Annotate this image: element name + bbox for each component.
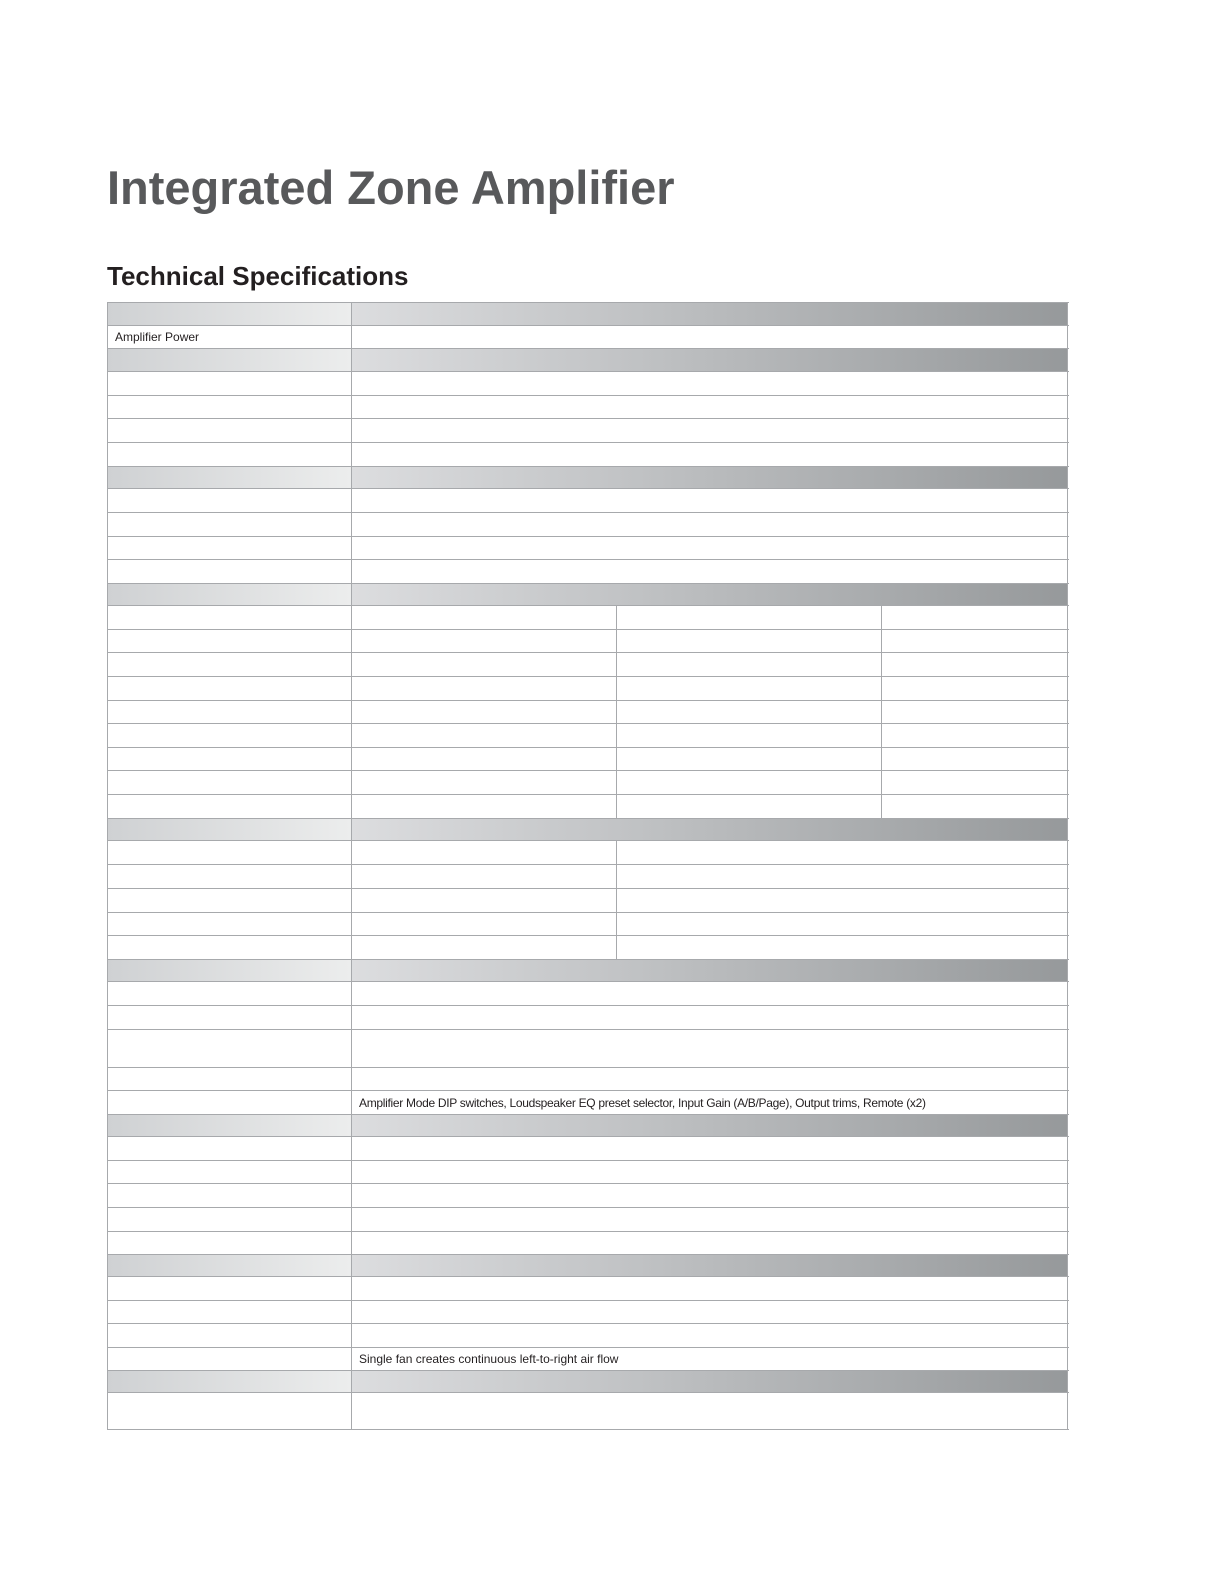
spec-label xyxy=(108,372,352,395)
section-header-row xyxy=(108,1255,1069,1277)
spec-value-col-1 xyxy=(352,677,617,700)
spec-value xyxy=(352,1137,1068,1160)
spec-label xyxy=(108,748,352,770)
spec-label xyxy=(108,606,352,629)
spec-value-cooling: Single fan creates continuous left-to-right air flow xyxy=(352,1348,1068,1370)
spec-value-col-3 xyxy=(882,724,1068,747)
spec-row xyxy=(108,724,1069,748)
spec-value xyxy=(352,1161,1068,1183)
spec-label xyxy=(108,865,352,888)
spec-label xyxy=(108,841,352,864)
spec-row xyxy=(108,913,1069,936)
spec-label xyxy=(108,795,352,818)
spec-row xyxy=(108,396,1069,419)
header-value-cell xyxy=(352,1371,1068,1392)
spec-label xyxy=(108,419,352,442)
spec-label xyxy=(108,1137,352,1160)
spec-label xyxy=(108,1006,352,1029)
spec-value-col-2 xyxy=(617,841,1068,864)
spec-row xyxy=(108,841,1069,865)
spec-value-col-1 xyxy=(352,913,617,935)
spec-value-col-2 xyxy=(617,771,882,794)
spec-value-col-3 xyxy=(882,748,1068,770)
header-value-cell xyxy=(352,1115,1068,1136)
spec-row xyxy=(108,1348,1069,1371)
spec-value xyxy=(352,326,1068,348)
spec-value-col-1 xyxy=(352,701,617,723)
spec-row xyxy=(108,1324,1069,1348)
spec-value xyxy=(352,419,1068,442)
spec-value xyxy=(352,1277,1068,1300)
section-title: Technical Specifications xyxy=(107,261,409,291)
spec-label xyxy=(108,1208,352,1231)
spec-value-col-2 xyxy=(617,936,1068,959)
spec-row xyxy=(108,1006,1069,1030)
spec-label xyxy=(108,537,352,559)
spec-row xyxy=(108,748,1069,771)
spec-value-col-1 xyxy=(352,936,617,959)
spec-row xyxy=(108,795,1069,819)
spec-label xyxy=(108,443,352,466)
spec-label xyxy=(108,630,352,652)
spec-label xyxy=(108,560,352,583)
spec-value-col-3 xyxy=(882,795,1068,818)
spec-row xyxy=(108,1301,1069,1324)
header-label-cell xyxy=(108,467,352,488)
spec-value xyxy=(352,372,1068,395)
spec-value-col-2 xyxy=(617,724,882,747)
spec-label xyxy=(108,1301,352,1323)
spec-value xyxy=(352,537,1068,559)
spec-value xyxy=(352,1324,1068,1347)
header-label-cell xyxy=(108,1255,352,1276)
spec-value-col-2 xyxy=(617,795,882,818)
spec-value-col-3 xyxy=(882,677,1068,700)
spec-value-col-2 xyxy=(617,630,882,652)
spec-row xyxy=(108,372,1069,396)
spec-value-col-3 xyxy=(882,701,1068,723)
spec-value-col-1 xyxy=(352,630,617,652)
spec-label xyxy=(108,653,352,676)
spec-value-col-1 xyxy=(352,865,617,888)
spec-value xyxy=(352,396,1068,418)
spec-row xyxy=(108,1208,1069,1232)
spec-row xyxy=(108,537,1069,560)
header-value-cell xyxy=(352,467,1068,488)
spec-label xyxy=(108,513,352,536)
spec-value xyxy=(352,489,1068,512)
spec-value-col-1 xyxy=(352,889,617,912)
spec-value-col-3 xyxy=(882,771,1068,794)
spec-row xyxy=(108,419,1069,443)
header-value-cell xyxy=(352,819,1068,840)
header-label-cell xyxy=(108,1371,352,1392)
spec-row xyxy=(108,1068,1069,1091)
spec-label xyxy=(108,936,352,959)
spec-label-amplifier-power: Amplifier Power xyxy=(108,326,352,348)
spec-value-col-1 xyxy=(352,841,617,864)
spec-row xyxy=(108,701,1069,724)
spec-row xyxy=(108,630,1069,653)
spec-value-col-3 xyxy=(882,606,1068,629)
spec-label xyxy=(108,913,352,935)
spec-row xyxy=(108,889,1069,913)
spec-value-col-2 xyxy=(617,606,882,629)
spec-value xyxy=(352,513,1068,536)
spec-row xyxy=(108,982,1069,1006)
spec-value-controls: Amplifier Mode DIP switches, Loudspeaker EQ preset selector, Input Gain (A/B/Page), Output trims, Remote (x2) xyxy=(352,1091,1068,1114)
spec-row xyxy=(108,513,1069,537)
spec-label xyxy=(108,396,352,418)
section-header-row xyxy=(108,1371,1069,1393)
spec-label xyxy=(108,489,352,512)
spec-label xyxy=(108,1232,352,1254)
section-header-row xyxy=(108,584,1069,606)
spec-label xyxy=(108,982,352,1005)
spec-row xyxy=(108,936,1069,960)
spec-label xyxy=(108,1068,352,1090)
spec-row xyxy=(108,653,1069,677)
header-value-cell xyxy=(352,1255,1068,1276)
spec-label xyxy=(108,1348,352,1370)
section-header-row xyxy=(108,303,1069,326)
spec-value xyxy=(352,1030,1068,1067)
spec-label xyxy=(108,677,352,700)
page-title: Integrated Zone Amplifier xyxy=(107,161,675,214)
section-header-row xyxy=(108,960,1069,982)
spec-value-col-1 xyxy=(352,771,617,794)
section-header-row xyxy=(108,819,1069,841)
spec-value xyxy=(352,1393,1068,1429)
spec-label xyxy=(108,1277,352,1300)
spec-label xyxy=(108,1184,352,1207)
spec-value-col-2 xyxy=(617,865,1068,888)
section-header-row xyxy=(108,1115,1069,1137)
spec-label xyxy=(108,1324,352,1347)
spec-value xyxy=(352,443,1068,466)
spec-label xyxy=(108,701,352,723)
spec-label xyxy=(108,1161,352,1183)
spec-row xyxy=(108,677,1069,701)
section-header-row xyxy=(108,349,1069,372)
spec-row xyxy=(108,489,1069,513)
spec-row xyxy=(108,1091,1069,1115)
spec-value-col-1 xyxy=(352,724,617,747)
spec-row xyxy=(108,1030,1069,1068)
spec-value xyxy=(352,1232,1068,1254)
spec-row xyxy=(108,865,1069,889)
spec-value-col-2 xyxy=(617,748,882,770)
spec-value xyxy=(352,1301,1068,1323)
spec-row xyxy=(108,1184,1069,1208)
spec-row xyxy=(108,606,1069,630)
spec-row xyxy=(108,1277,1069,1301)
spec-row xyxy=(108,443,1069,467)
spec-label xyxy=(108,724,352,747)
spec-row xyxy=(108,1137,1069,1161)
spec-value-col-2 xyxy=(617,701,882,723)
header-value-cell xyxy=(352,349,1068,371)
spec-value-col-2 xyxy=(617,889,1068,912)
spec-value xyxy=(352,1208,1068,1231)
spec-value-col-1 xyxy=(352,795,617,818)
spec-label xyxy=(108,1393,352,1429)
spec-value-col-1 xyxy=(352,653,617,676)
header-label-cell xyxy=(108,960,352,981)
header-value-cell xyxy=(352,303,1068,325)
spec-row xyxy=(108,771,1069,795)
section-header-row xyxy=(108,467,1069,489)
spec-row xyxy=(108,560,1069,584)
header-label-cell xyxy=(108,584,352,605)
header-label-cell xyxy=(108,819,352,840)
spec-value-col-3 xyxy=(882,653,1068,676)
spec-row xyxy=(108,1393,1069,1430)
header-value-cell xyxy=(352,960,1068,981)
spec-value-col-2 xyxy=(617,677,882,700)
spec-label xyxy=(108,771,352,794)
header-value-cell xyxy=(352,584,1068,605)
spec-value-col-1 xyxy=(352,606,617,629)
spec-row xyxy=(108,1232,1069,1255)
spec-value-col-2 xyxy=(617,653,882,676)
spec-value xyxy=(352,982,1068,1005)
spec-table xyxy=(107,302,1069,1430)
spec-value xyxy=(352,1184,1068,1207)
spec-value xyxy=(352,1068,1068,1090)
spec-value-col-3 xyxy=(882,630,1068,652)
spec-row xyxy=(108,326,1069,349)
spec-value-col-1 xyxy=(352,748,617,770)
spec-label xyxy=(108,1091,352,1114)
spec-row xyxy=(108,1161,1069,1184)
spec-value xyxy=(352,1006,1068,1029)
header-label-cell xyxy=(108,303,352,325)
spec-label xyxy=(108,1030,352,1067)
spec-value-col-2 xyxy=(617,913,1068,935)
spec-value xyxy=(352,560,1068,583)
spec-label xyxy=(108,889,352,912)
header-label-cell xyxy=(108,1115,352,1136)
header-label-cell xyxy=(108,349,352,371)
